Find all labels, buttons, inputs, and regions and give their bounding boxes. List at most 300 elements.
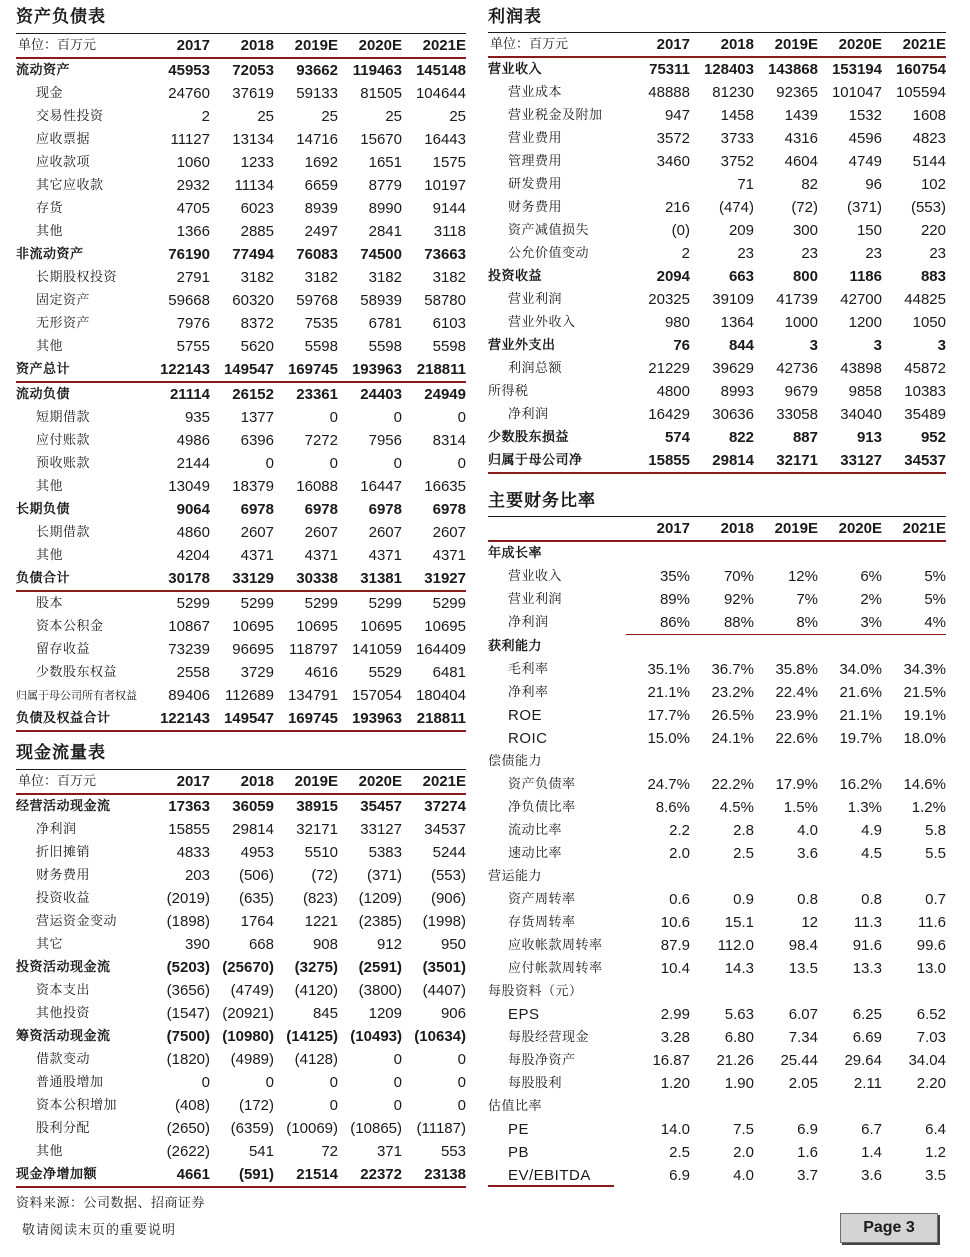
table-row xyxy=(16,1140,466,1163)
cell-value: 45872 xyxy=(904,360,946,377)
cell-value: 118797 xyxy=(289,641,338,658)
row-label: 现金 xyxy=(36,86,64,101)
cell-value: 30636 xyxy=(712,406,754,423)
cell-value: 7272 xyxy=(304,432,338,449)
year-header: 2021E xyxy=(402,34,466,59)
cell-value xyxy=(754,750,818,773)
table-row xyxy=(16,289,466,312)
cell-value: 89406 xyxy=(168,687,210,704)
row-label: 营业成本 xyxy=(508,85,563,100)
cell-value: 4705 xyxy=(176,200,210,217)
cell-value: 12 xyxy=(801,914,818,931)
cell-value: 1.2% xyxy=(911,799,946,816)
cell-value: 6978 xyxy=(304,501,338,518)
cell-value: 5383 xyxy=(368,844,402,861)
cell-value: 5299 xyxy=(304,595,338,612)
cell-value: 0 xyxy=(265,1074,274,1091)
cell-value: 39109 xyxy=(712,291,754,308)
table-row xyxy=(488,127,946,150)
cell-value: 33127 xyxy=(818,449,882,473)
cell-value: 1364 xyxy=(720,314,754,331)
row-label: 营运能力 xyxy=(488,869,543,884)
page-number-button[interactable]: Page 3 xyxy=(840,1213,938,1243)
cell-value: (4989) xyxy=(230,1051,274,1068)
cell-value: (635) xyxy=(238,890,274,907)
row-label: 利润总额 xyxy=(508,361,563,376)
table-row xyxy=(16,1071,466,1094)
cell-value: 0 xyxy=(329,455,338,472)
cell-value: 1458 xyxy=(720,107,754,124)
row-label: 资本支出 xyxy=(36,983,91,998)
cell-value: 2932 xyxy=(176,177,210,194)
table-row xyxy=(16,841,466,864)
row-label: 现金净增加额 xyxy=(16,1163,146,1187)
cell-value xyxy=(882,635,946,659)
cell-value: 112689 xyxy=(225,687,274,704)
cell-value: (10865) xyxy=(350,1120,402,1137)
cell-value: 371 xyxy=(376,1143,402,1160)
cell-value: 15.0% xyxy=(647,730,690,747)
cell-value: 5529 xyxy=(368,664,402,681)
cell-value: 3% xyxy=(818,611,882,635)
cell-value: 42700 xyxy=(840,291,882,308)
cell-value: 12% xyxy=(787,568,818,585)
cell-value: 6659 xyxy=(304,177,338,194)
cell-value: 0 xyxy=(393,1074,402,1091)
row-label: 所得税 xyxy=(488,384,529,399)
cell-value xyxy=(626,865,690,888)
cell-value: (1209) xyxy=(358,890,402,907)
year-header: 2017 xyxy=(626,517,690,542)
row-label: 其他 xyxy=(36,224,64,239)
cell-value xyxy=(882,541,946,565)
cell-value xyxy=(626,635,690,659)
year-header: 2017 xyxy=(626,33,690,58)
row-label: 营业费用 xyxy=(508,131,563,146)
cell-value: 3118 xyxy=(433,223,466,240)
cell-value: 34.3% xyxy=(903,661,946,678)
cell-value: 1651 xyxy=(368,154,402,171)
cell-value: 2.5 xyxy=(733,845,754,862)
cell-value: 76083 xyxy=(296,246,338,263)
table-row xyxy=(16,1163,466,1187)
cell-value: 1.3% xyxy=(847,799,882,816)
cell-value xyxy=(818,750,882,773)
table-row xyxy=(488,1141,946,1164)
row-label: 净利率 xyxy=(508,685,549,700)
table-row xyxy=(16,661,466,684)
cell-value: 38915 xyxy=(296,798,338,815)
cell-value: 3.6 xyxy=(797,845,818,862)
cell-value: 7976 xyxy=(176,315,210,332)
table-row xyxy=(488,357,946,380)
cell-value: (474) xyxy=(718,199,754,216)
table-row xyxy=(16,591,466,615)
cell-value: 0 xyxy=(457,455,466,472)
cell-value: 4.0 xyxy=(797,822,818,839)
cell-value: 98.4 xyxy=(788,937,818,954)
row-label: 营业利润 xyxy=(508,292,563,307)
row-label: 投资活动现金流 xyxy=(16,960,111,975)
cell-value: 6.80 xyxy=(724,1029,754,1046)
cell-value: (4120) xyxy=(294,982,338,999)
cell-value: (14125) xyxy=(286,1028,338,1045)
cell-value: 180404 xyxy=(415,687,466,704)
cell-value: (172) xyxy=(238,1097,274,1114)
cell-value: 553 xyxy=(440,1143,466,1160)
cell-value: 1000 xyxy=(784,314,818,331)
unit-label: 单位：百万元 xyxy=(16,34,146,59)
cell-value: 1233 xyxy=(240,154,274,171)
cell-value: 16.2% xyxy=(839,776,882,793)
cell-value: 19.1% xyxy=(903,707,946,724)
cell-value: 218811 xyxy=(402,707,466,731)
cell-value: 6103 xyxy=(432,315,466,332)
row-label: 年成长率 xyxy=(488,546,543,561)
row-label: 净利润 xyxy=(508,615,549,631)
cell-value: 209 xyxy=(728,222,754,239)
cell-value: 150 xyxy=(856,222,882,239)
cell-value: 8314 xyxy=(432,432,466,449)
row-label: 偿债能力 xyxy=(488,754,543,769)
cell-value: 39629 xyxy=(712,360,754,377)
cell-value: 6.07 xyxy=(788,1006,818,1023)
table-row xyxy=(16,567,466,591)
cell-value: 34.0% xyxy=(839,661,882,678)
cell-value: (1898) xyxy=(166,913,210,930)
cell-value: 13.5 xyxy=(788,960,818,977)
cell-value: 8990 xyxy=(368,200,402,217)
cell-value: 91.6 xyxy=(852,937,882,954)
cell-value: 99.6 xyxy=(916,937,946,954)
cell-value: 2.8 xyxy=(733,822,754,839)
cell-value: 6481 xyxy=(432,664,466,681)
table-row xyxy=(488,1003,946,1026)
cell-value: 5.8 xyxy=(925,822,946,839)
cell-value: (2650) xyxy=(166,1120,210,1137)
cell-value: 11127 xyxy=(170,131,210,148)
cell-value: 2607 xyxy=(304,524,338,541)
cell-value: 164409 xyxy=(415,641,466,658)
cell-value: 6978 xyxy=(432,501,466,518)
income-statement-title: 利润表 xyxy=(488,7,542,27)
table-row xyxy=(16,174,466,197)
cell-value xyxy=(626,980,690,1003)
cell-value: 29814 xyxy=(690,449,754,473)
cell-value: 5299 xyxy=(432,595,466,612)
cell-value: 21229 xyxy=(648,360,690,377)
cell-value: 41739 xyxy=(776,291,818,308)
table-row xyxy=(488,773,946,796)
cell-value: 5299 xyxy=(176,595,210,612)
cell-value: (3501) xyxy=(422,959,466,976)
cell-value: (10493) xyxy=(350,1028,402,1045)
table-row xyxy=(488,265,946,288)
table-row xyxy=(488,1072,946,1095)
cell-value: 10383 xyxy=(904,383,946,400)
cell-value: 3460 xyxy=(656,153,690,170)
table-row xyxy=(488,957,946,980)
cell-value: 2607 xyxy=(240,524,274,541)
cell-value: 169745 xyxy=(274,707,338,731)
cell-value: 21.1% xyxy=(839,707,882,724)
cell-value: 44825 xyxy=(904,291,946,308)
cell-value: 908 xyxy=(312,936,338,953)
cell-value: 0 xyxy=(457,1097,466,1114)
cell-value: 35489 xyxy=(904,406,946,423)
cell-value: (2385) xyxy=(358,913,402,930)
cell-value: (408) xyxy=(174,1097,210,1114)
cell-value: 25 xyxy=(449,108,466,125)
row-label: 其他 xyxy=(36,339,64,354)
unit-label: 单位：百万元 xyxy=(488,33,626,58)
table-row xyxy=(16,544,466,567)
cell-value xyxy=(690,541,754,565)
cell-value xyxy=(690,1095,754,1118)
cell-value: 3572 xyxy=(656,130,690,147)
cell-value: 16429 xyxy=(648,406,690,423)
cell-value: 216 xyxy=(664,199,690,216)
cell-value: 24.1% xyxy=(711,730,754,747)
cell-value: 2 xyxy=(201,108,210,125)
cell-value: 92365 xyxy=(776,84,818,101)
row-label: 负债及权益合计 xyxy=(16,707,146,731)
cell-value: 58780 xyxy=(424,292,466,309)
cell-value: 4833 xyxy=(176,844,210,861)
cell-value: 96695 xyxy=(232,641,274,658)
cell-value xyxy=(818,635,882,659)
table-row xyxy=(16,406,466,429)
cell-value: 0.8 xyxy=(797,891,818,908)
cell-value: 169745 xyxy=(274,358,338,382)
table-row xyxy=(488,911,946,934)
cell-value: 947 xyxy=(664,107,690,124)
cell-value: 2791 xyxy=(176,269,210,286)
cell-value: 21.26 xyxy=(716,1052,754,1069)
cell-value: 73663 xyxy=(424,246,466,263)
row-label: 长期负债 xyxy=(16,502,71,517)
cell-value: 5755 xyxy=(176,338,210,355)
cell-value: 32171 xyxy=(296,821,338,838)
cell-value: 36059 xyxy=(232,798,274,815)
table-row xyxy=(488,819,946,842)
cell-value: 72053 xyxy=(232,62,274,79)
cell-value: 2.05 xyxy=(788,1075,818,1092)
cell-value: 1209 xyxy=(368,1005,402,1022)
cell-value: 4749 xyxy=(848,153,882,170)
table-row xyxy=(488,449,946,473)
cell-value: 24949 xyxy=(424,386,466,403)
cell-value: (823) xyxy=(302,890,338,907)
cell-value xyxy=(626,541,690,565)
cell-value: 24760 xyxy=(168,85,210,102)
cell-value: 1439 xyxy=(784,107,818,124)
cell-value: 45953 xyxy=(168,62,210,79)
cell-value: 1221 xyxy=(304,913,338,930)
cell-value: 15670 xyxy=(360,131,402,148)
table-row xyxy=(488,565,946,588)
year-header: 2018 xyxy=(210,34,274,59)
cash-flow-table xyxy=(16,769,466,1188)
cell-value: 0 xyxy=(393,455,402,472)
cell-value xyxy=(690,980,754,1003)
cell-value: 2497 xyxy=(304,223,338,240)
cell-value: (25670) xyxy=(222,959,274,976)
cell-value: 33129 xyxy=(210,567,274,591)
cell-value: 157054 xyxy=(351,687,402,704)
cell-value: 1764 xyxy=(240,913,274,930)
cell-value: 21.6% xyxy=(839,684,882,701)
cell-value: 3.5 xyxy=(925,1167,946,1184)
table-row xyxy=(488,81,946,104)
table-row xyxy=(488,541,946,565)
cell-value: 59668 xyxy=(168,292,210,309)
table-row xyxy=(488,658,946,681)
cell-value: 2.2 xyxy=(669,822,690,839)
cell-value: 980 xyxy=(664,314,690,331)
cell-value: (2622) xyxy=(166,1143,210,1160)
row-label: 固定资产 xyxy=(36,293,91,308)
table-row xyxy=(16,707,466,731)
table-row xyxy=(16,58,466,82)
table-row xyxy=(16,794,466,818)
year-header: 2021E xyxy=(882,517,946,542)
cell-value: 24403 xyxy=(360,386,402,403)
cell-value xyxy=(882,1095,946,1118)
row-label: 资本公积增加 xyxy=(36,1098,118,1113)
row-label: 其他投资 xyxy=(36,1006,91,1021)
cell-value: 3182 xyxy=(240,269,274,286)
cell-value: 5598 xyxy=(432,338,466,355)
cell-value: (506) xyxy=(238,867,274,884)
cell-value: 60320 xyxy=(232,292,274,309)
cell-value: 24.7% xyxy=(647,776,690,793)
row-label: 其他 xyxy=(36,479,64,494)
table-row xyxy=(488,865,946,888)
table-row xyxy=(488,796,946,819)
cell-value: 21514 xyxy=(274,1163,338,1187)
table-row xyxy=(488,403,946,426)
cell-value: 6% xyxy=(860,568,882,585)
cell-value xyxy=(818,865,882,888)
cell-value: 4661 xyxy=(146,1163,210,1187)
table-row xyxy=(16,382,466,406)
cell-value: 3752 xyxy=(720,153,754,170)
table-row xyxy=(488,727,946,750)
cell-value: 5620 xyxy=(240,338,274,355)
row-label: 股本 xyxy=(36,596,64,611)
cell-value: 88% xyxy=(690,611,754,635)
cell-value: 10.4 xyxy=(660,960,690,977)
cell-value: 0 xyxy=(393,1097,402,1114)
table-row xyxy=(16,1117,466,1140)
cell-value: 6978 xyxy=(368,501,402,518)
year-header: 2020E xyxy=(818,33,882,58)
cell-value: (4407) xyxy=(422,982,466,999)
cell-value: 9064 xyxy=(176,501,210,518)
cell-value: 149547 xyxy=(210,358,274,382)
cell-value: 21.1% xyxy=(647,684,690,701)
cell-value: 5% xyxy=(924,568,946,585)
table-row xyxy=(16,684,466,707)
table-row xyxy=(16,887,466,910)
cash-flow-title: 现金流量表 xyxy=(16,743,106,763)
row-label: 净利润 xyxy=(36,822,77,837)
cell-value: 20325 xyxy=(648,291,690,308)
row-label: 股利分配 xyxy=(36,1121,91,1136)
cell-value: 6.9 xyxy=(797,1121,818,1138)
cell-value: 822 xyxy=(728,429,754,446)
cell-value: 34537 xyxy=(882,449,946,473)
cell-value: 4.5 xyxy=(861,845,882,862)
table-row xyxy=(16,220,466,243)
table-row xyxy=(16,615,466,638)
cell-value: 70% xyxy=(723,568,754,585)
row-label: 预收账款 xyxy=(36,456,91,471)
cell-value: 149547 xyxy=(210,707,274,731)
cell-value: 87.9 xyxy=(660,937,690,954)
row-label: 营业外收入 xyxy=(508,315,576,330)
row-label: 投资收益 xyxy=(488,269,543,284)
cell-value: 73239 xyxy=(168,641,210,658)
cell-value: 14.3 xyxy=(724,960,754,977)
cell-value: 4% xyxy=(882,611,946,635)
table-row xyxy=(488,588,946,611)
cell-value: 2% xyxy=(860,591,882,608)
cell-value: 883 xyxy=(920,268,946,285)
cell-value: 300 xyxy=(792,222,818,239)
row-label: 筹资活动现金流 xyxy=(16,1029,111,1044)
cell-value: 122143 xyxy=(146,707,210,731)
row-label: 研发费用 xyxy=(508,177,563,192)
cell-value: 134791 xyxy=(287,687,338,704)
cell-value: 14716 xyxy=(296,131,338,148)
cell-value: 19.7% xyxy=(839,730,882,747)
year-header: 2019E xyxy=(274,34,338,59)
cell-value: 2841 xyxy=(368,223,402,240)
cell-value: 32171 xyxy=(754,449,818,473)
cell-value: 193963 xyxy=(338,707,402,731)
row-label: 投资收益 xyxy=(36,891,91,906)
cell-value: 25 xyxy=(385,108,402,125)
cell-value: 2885 xyxy=(240,223,274,240)
cell-value: 1050 xyxy=(912,314,946,331)
table-row xyxy=(488,888,946,911)
cell-value: 2.99 xyxy=(660,1006,690,1023)
row-label: 资产总计 xyxy=(16,358,146,382)
table-row xyxy=(488,1049,946,1072)
cell-value: 101047 xyxy=(831,84,882,101)
cell-value: 16447 xyxy=(360,478,402,495)
cell-value: (0) xyxy=(671,222,690,239)
cell-value: 3.6 xyxy=(861,1167,882,1184)
table-row xyxy=(488,1118,946,1141)
cell-value: 72 xyxy=(321,1143,338,1160)
cell-value: 92% xyxy=(723,591,754,608)
row-label: 少数股东损益 xyxy=(488,430,570,445)
year-header: 2019E xyxy=(754,517,818,542)
cell-value: (371) xyxy=(846,199,882,216)
row-label: PE xyxy=(508,1121,530,1138)
table-row xyxy=(16,452,466,475)
cell-value: 36.7% xyxy=(711,661,754,678)
cell-value: 71 xyxy=(737,176,754,193)
cell-value: 31927 xyxy=(402,567,466,591)
cell-value: 81505 xyxy=(360,85,402,102)
cell-value: 10197 xyxy=(424,177,466,194)
cell-value: 9679 xyxy=(784,383,818,400)
table-row xyxy=(16,1002,466,1025)
